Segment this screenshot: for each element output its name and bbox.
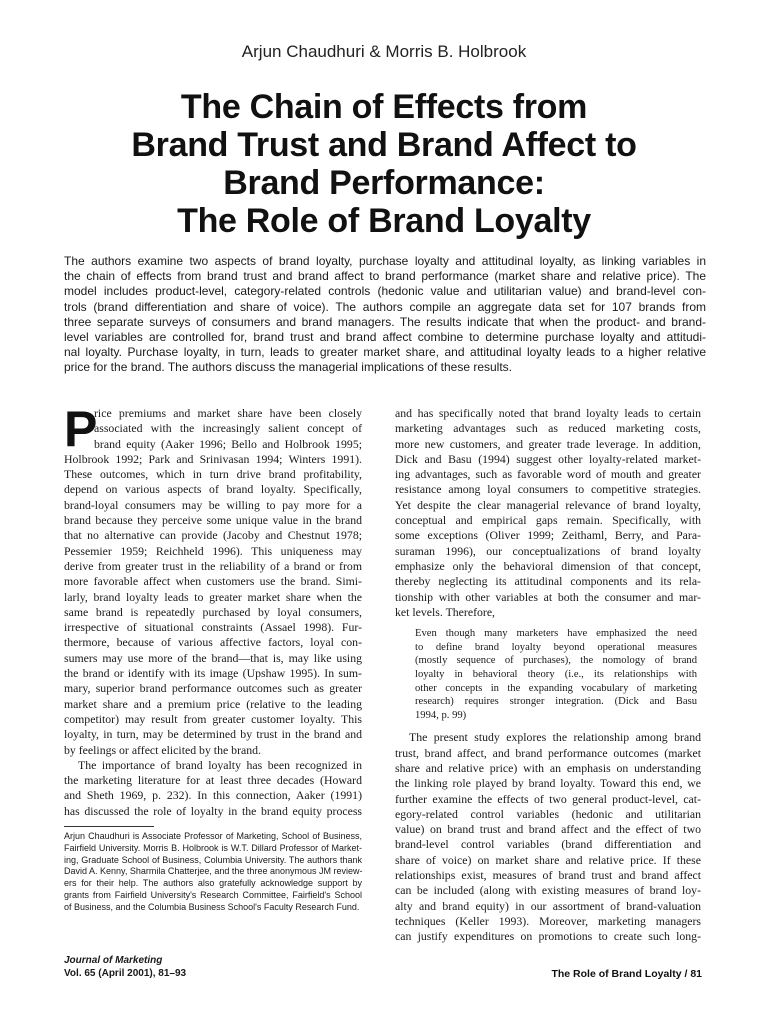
body-line: tionship with other variables at both the consumer and mar- [395, 589, 701, 604]
body-line: brand-level control variables (brand differentiation and [395, 837, 701, 852]
body-line: ing advantages, such as favorable word of mouth and greater [395, 467, 701, 482]
block-quote [395, 627, 701, 722]
body-line: market share and a premium price (relative to the leading [64, 696, 362, 711]
body-line: emphasize only the behavioral dimension of that concept, [395, 558, 701, 573]
body-line: Pessemier 1959; Reichheld 1996). This uniqueness may [64, 543, 362, 558]
body-line: some exceptions (Oliver 1999; Zeithaml, Berry, and Para- [395, 528, 701, 543]
author-line: Arjun Chaudhuri & Morris B. Holbrook [241, 42, 527, 61]
body-line: brand equity (Aaker 1996; Bello and Holbrook 1995; [94, 436, 362, 451]
quote-line: 1994, p. 99) [415, 709, 467, 721]
body-line: conceptual and empirical gaps remain. Specifically, with [395, 513, 701, 528]
journal-citation [64, 954, 186, 980]
author-footnote [64, 831, 362, 914]
abstract-line: trols (brand differentiation and share of voice). The authors compile an aggregate data set for 107 brands from [64, 299, 706, 314]
body-line: brand-loyal consumers may be willing to pay more for a [64, 497, 362, 512]
body-line: share and relative price) with an emphasis on understanding [395, 760, 701, 775]
body-line: trust, brand affect, and brand performance outcomes (market [395, 745, 701, 760]
quote-line: research) requires stronger integration. (Dick and Basu [415, 696, 697, 708]
paragraph [395, 406, 701, 620]
abstract [64, 254, 706, 376]
body-line: further examine the effects of two general product-level, cat- [395, 791, 701, 806]
body-line: the linking role played by brand loyalty. Toward this end, we [395, 776, 701, 791]
body-line: rice premiums and market share have been closely [94, 406, 362, 420]
article-title [40, 88, 728, 240]
body-line: has discussed the role of loyalty in the brand equity process [64, 803, 362, 818]
body-line: share of voice) on market share and relative price. If these [395, 852, 701, 867]
quote-line: other concepts in the expanding vocabulary of marketing [415, 682, 697, 694]
body-line: Holbrook 1992; Park and Srinivasan 1994; Winters 1991). [64, 451, 362, 466]
body-line: thereby neglecting its attitudinal components and its rela- [395, 574, 701, 589]
body-line: These outcomes, which in turn drive brand profitability, [64, 467, 362, 482]
journal-name: Journal of Marketing [64, 955, 163, 966]
quote-line: Even though many marketers have emphasized the need [415, 628, 697, 640]
body-line: more new customers, and greater trade leverage. In addition, [395, 436, 701, 451]
body-line: more favorable affect when customers use the brand. Simi- [64, 574, 362, 589]
abstract-line: nal loyalty. Purchase loyalty, in turn, leads to greater market share, and attitudinal loyalty leads to a higher relative [64, 345, 706, 360]
body-line: alty and brand equity) in our assortment of brand-valuation [395, 898, 701, 913]
body-line: egory-related control variables (hedonic and utilitarian [395, 806, 701, 821]
paragraph [395, 730, 701, 944]
footnote-line: Arjun Chaudhuri is Associate Professor of Marketing, School of Business, [64, 831, 362, 841]
body-line: can justify expenditures on promotions to create such long- [395, 929, 701, 944]
drop-cap: P [64, 401, 98, 457]
body-line: derive from greater trust in the reliability of a brand or from [64, 558, 362, 573]
body-line: mary, superior brand performance outcomes such as greater [64, 681, 362, 696]
body-column-left [64, 401, 362, 819]
body-line: and Sheth 1969, p. 232). In this connection, Aaker (1991) [64, 788, 362, 803]
title-line: The Role of Brand Loyalty [177, 202, 591, 240]
footnote-line: ing, Graduate School of Business, Columbia University. The authors thank [64, 854, 362, 865]
body-line: larly, brand loyalty leads to greater market share when the [64, 589, 362, 604]
body-line: thermore, because of various affective factors, loyal con- [64, 635, 362, 650]
running-footer: The Role of Brand Loyalty / 81 [551, 968, 702, 980]
footnote-line: ers for their help. The authors also gratefully acknowledge support by [64, 878, 362, 889]
abstract-line: level variables are controlled for, brand trust and brand affect combine to determine purchase loyalty and attitudi- [64, 330, 706, 345]
title-line: Brand Trust and Brand Affect to [131, 126, 637, 164]
body-line: resistance among loyal consumers to competitive strategies. [395, 482, 701, 497]
body-line: irrespective of situational constraints (Assael 1998). Fur- [64, 620, 362, 635]
lead-paragraph [64, 401, 362, 758]
body-line: brand because they perceive some unique value in the brand [64, 513, 362, 528]
body-line: Yet despite the clear managerial relevance of brand loyalty, [395, 497, 701, 512]
footnote-line: of Business, and the Columbia Business School's Faculty Research Fund. [64, 901, 360, 912]
footnote-divider [64, 826, 154, 827]
body-line: The importance of brand loyalty has been recognized in [78, 757, 362, 772]
body-line: competitor) may result from greater customer loyalty. This [64, 711, 362, 726]
body-line: marketing advantages such as reduced marketing costs, [395, 421, 701, 436]
body-line: by feelings or affect elicited by the brand. [64, 742, 261, 757]
body-line: loyalty, in turn, may be determined by trust in the brand and [64, 727, 362, 742]
abstract-line: model includes product-level, category-related controls (hedonic value and utilitarian value) and brand-level con- [64, 284, 706, 299]
body-line: the marketing literature for at least three decades (Howard [64, 773, 362, 788]
quote-line: loyalty in behavioral theory (i.e., its relationships with [415, 668, 697, 680]
footnote-line: grants from Fairfield University's Research Committee, Fairfield's School [64, 889, 362, 900]
body-line: the brand or identify with its image (Upshaw 1995). In sum- [64, 666, 362, 681]
body-line: value) on brand trust and brand affect and the effect of two [395, 822, 701, 837]
body-line: techniques (Keller 1993). Moreover, marketing managers [395, 913, 701, 928]
abstract-line: price for the brand. The authors discuss the managerial implications of these results. [64, 360, 513, 375]
abstract-line: three separate surveys of consumers and brand managers. The results indicate that when the product- and brand- [64, 314, 706, 329]
footnote-line: Fairfield University. Morris B. Holbrook is W.T. Dillard Professor of Market- [64, 842, 362, 853]
quote-line: to define brand loyalty beyond operational measures [415, 641, 697, 653]
body-line: associated with the increasingly salient concept of [94, 421, 362, 436]
body-line: suraman 1996), our conceptualizations of brand loyalty [395, 543, 701, 558]
body-column-right [395, 406, 701, 944]
body-line: Dick and Basu (1994) suggest other loyalty-related market- [395, 451, 701, 466]
footnote-line: David A. Kenny, Sharmila Chatterjee, and the three anonymous JM review- [64, 866, 363, 877]
body-line: ket levels. Therefore, [395, 604, 496, 619]
body-line: sumers may use more of the brand—that is, may like using [64, 650, 362, 665]
journal-volume: Vol. 65 (April 2001), 81–93 [64, 968, 187, 979]
body-line: and has specifically noted that brand loyalty leads to certain [395, 406, 701, 420]
body-line: relationships exist, measures of brand trust and brand affect [395, 867, 701, 882]
body-line: same brand is repeatedly purchased by loyal consumers, [64, 604, 362, 619]
title-line: The Chain of Effects from [180, 88, 588, 126]
title-line: Brand Performance: [223, 164, 545, 202]
quote-line: (mostly sequence of purchases), the nomology of brand [415, 655, 697, 667]
body-line: The present study explores the relationship among brand [409, 730, 701, 745]
body-line: that no alternative can provide (Jacoby and Chestnut 1978; [64, 528, 362, 543]
body-line: can be included (along with existing measures of brand loy- [395, 883, 701, 898]
body-line: depend on various aspects of brand loyalty. Specifically, [64, 482, 362, 497]
abstract-line: The authors examine two aspects of brand loyalty, purchase loyalty and attitudinal loyalty, as linking variables in [64, 254, 706, 268]
abstract-line: the chain of effects from brand trust and brand affect to brand performance (market share and relative price). The [64, 269, 706, 284]
paragraph [64, 758, 362, 819]
